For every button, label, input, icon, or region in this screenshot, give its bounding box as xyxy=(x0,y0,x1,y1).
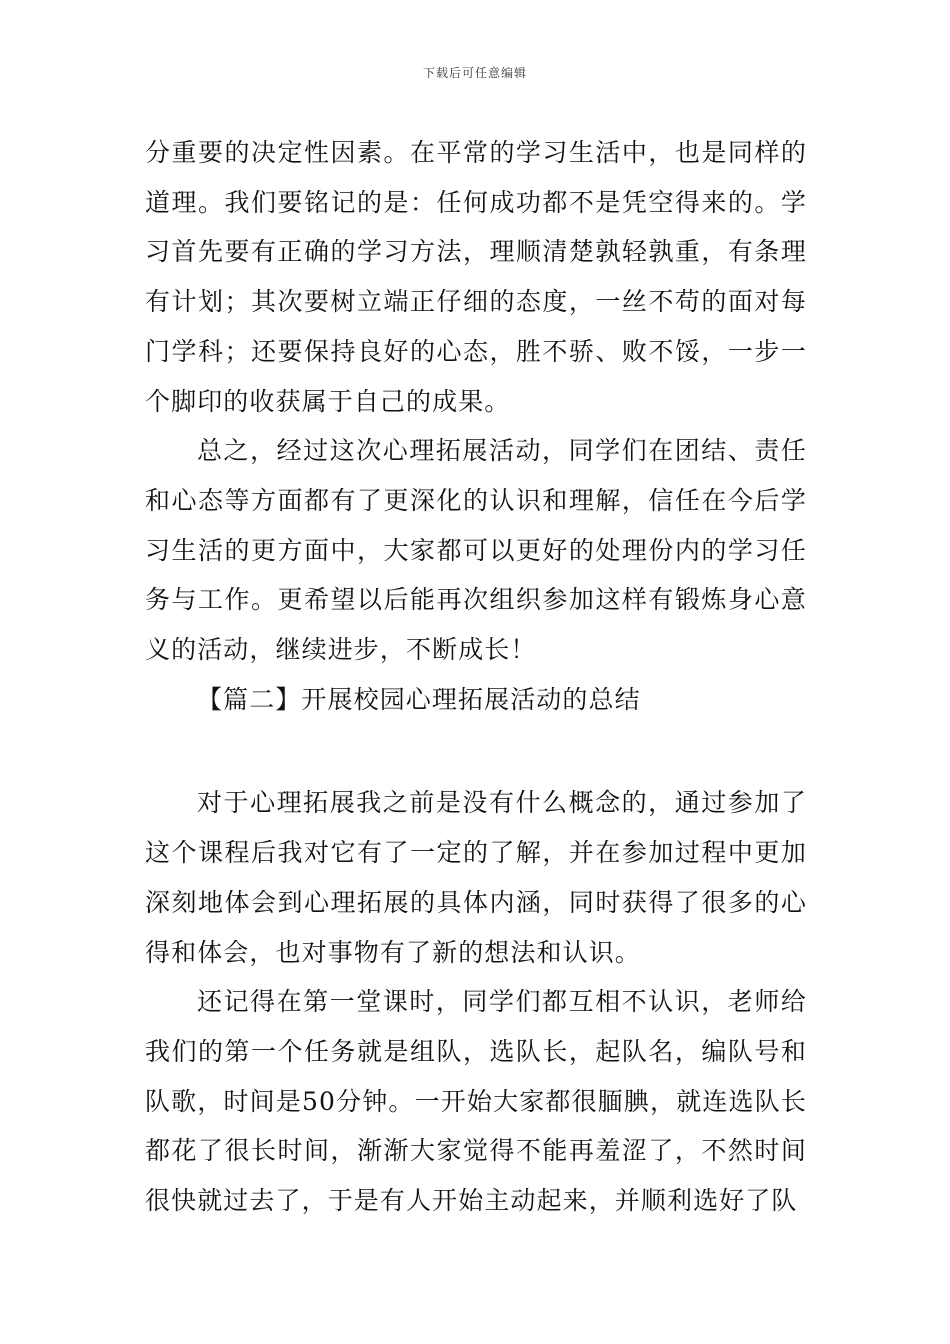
section-heading: 【篇二】开展校园心理拓展活动的总结 xyxy=(197,684,641,714)
document-body xyxy=(145,128,807,1226)
paragraph-continuation: 分重要的决定性因素。在平常的学习生活中，也是同样的道理。我们要铭记的是：任何成功都不是凭空得来的。学习首先要有正确的学习方法，理顺清楚孰轻孰重，有条理有计划；其次要树立端正仔细的态度，一丝不苟的面对每门学科；还要保持良好的心态，胜不骄、败不馁，一步一个脚印的收获属于自己的成果。 xyxy=(145,138,807,416)
paragraph-summary: 总之，经过这次心理拓展活动，同学们在团结、责任和心态等方面都有了更深化的认识和理解，信任在今后学习生活的更方面中，大家都可以更好的处理份内的学习任务与工作。更希望以后能再次组织参加这样有锻炼身心意义的活动，继续进步，不断成长！ xyxy=(145,436,807,665)
paragraph-intro: 对于心理拓展我之前是没有什么概念的，通过参加了这个课程后我对它有了一定的了解，并在参加过程中更加深刻地体会到心理拓展的具体内涵，同时获得了很多的心得和体会，也对事物有了新的想法和认识。 xyxy=(145,788,807,967)
paragraph-first-class: 还记得在第一堂课时，同学们都互相不认识，老师给我们的第一个任务就是组队，选队长，起队名，编队号和队歌，时间是50分钟。一开始大家都很腼腆，就连选队长都花了很长时间，渐渐大家觉得不能再羞涩了，不然时间很快就过去了，于是有人开始主动起来，并顺利选好了队 xyxy=(145,987,807,1216)
page-header: 下载后可任意编辑 xyxy=(422,66,527,80)
